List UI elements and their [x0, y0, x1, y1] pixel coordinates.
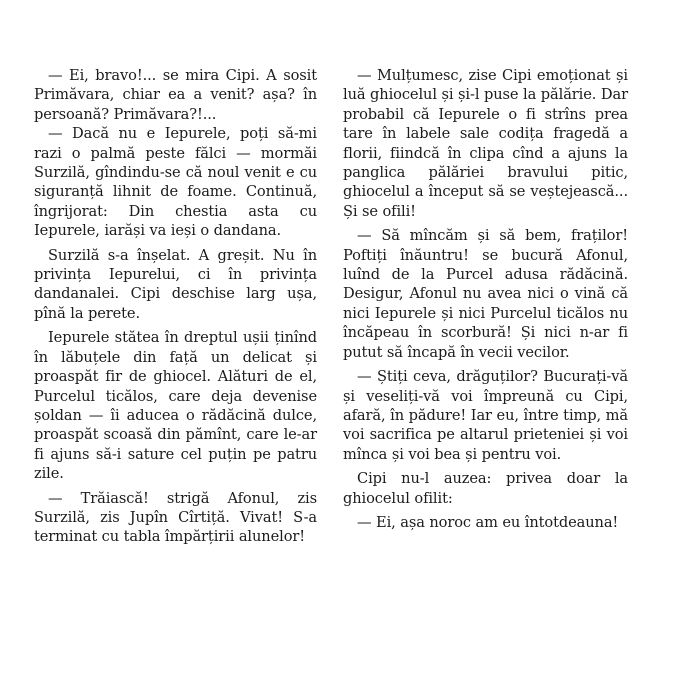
paragraph: Surzilă s-a înșelat. A greșit. Nu în privința Iepurelui, ci în privința dandanalei. Cipi deschise larg ușa, pînă la perete.	[34, 246, 317, 322]
left-column	[34, 66, 317, 547]
paragraph: Cipi nu-l auzea: privea doar la ghiocelul ofilit:	[343, 470, 628, 507]
paragraph: — Mulțumesc, zise Cipi emoționat și luă ghiocelul și și-l puse la pălărie. Dar probabil că Iepurele o fi strîns prea tare în labele sale codița fragedă a florii, fiindcă în clipa cînd a ajuns la panglica pălăriei bravului pitic, ghiocelul a început să se veștejească... Și se ofili!	[343, 67, 628, 220]
paragraph: Iepurele stătea în dreptul ușii ținînd în lăbuțele din față un delicat și proaspăt fir de ghiocel. Alături de el, Purcelul ticălos, care deja devenise șoldan — îi aducea o rădăcină dulce, proaspăt scoasă din pămînt, care le-ar fi ajuns să-i sature cel puțin pe patru zile.	[34, 329, 317, 483]
paragraph: — Să mîncăm și să bem, fraților! Poftiți înăuntru! se bucură Afonul, luînd de la Purcel adusa rădăcină. Desigur, Afonul nu avea nici o vină că nici Iepurele și nici Purcelul ticălos nu încăpeau în scorbură! Și nici n-ar fi putut să încapă în vecii vecilor.	[343, 227, 628, 361]
right-column	[343, 66, 628, 532]
paragraph: — Trăiască! strigă Afonul, zis Surzilă, zis Jupîn Cîrtiță. Vivat! S-a terminat cu tabla împărțirii alunelor!	[34, 489, 317, 546]
paragraph: — Știți ceva, drăguților? Bucurați-vă și veseliți-vă voi împreună cu Cipi, afară, în pădure! Iar eu, între timp, mă voi sacrifica pe altarul prieteniei și voi mînca și voi bea și pentru voi.	[343, 368, 628, 463]
paragraph: — Ei, bravo!... se mira Cipi. A sosit Primăvara, chiar ea a venit? așa? în persoană? Primăvara?!...	[34, 67, 317, 123]
paragraph: — Dacă nu e Iepurele, poți să-mi razi o palmă peste fălci — mormăi Surzilă, gîndindu-se că noul venit e cu siguranță lihnit de foame. Continuă, îngrijorat: Din chestia asta cu Iepurele, iarăși va ieși o dandana.	[34, 125, 317, 240]
paragraph: — Ei, așa noroc am eu întotdeauna!	[357, 513, 619, 531]
